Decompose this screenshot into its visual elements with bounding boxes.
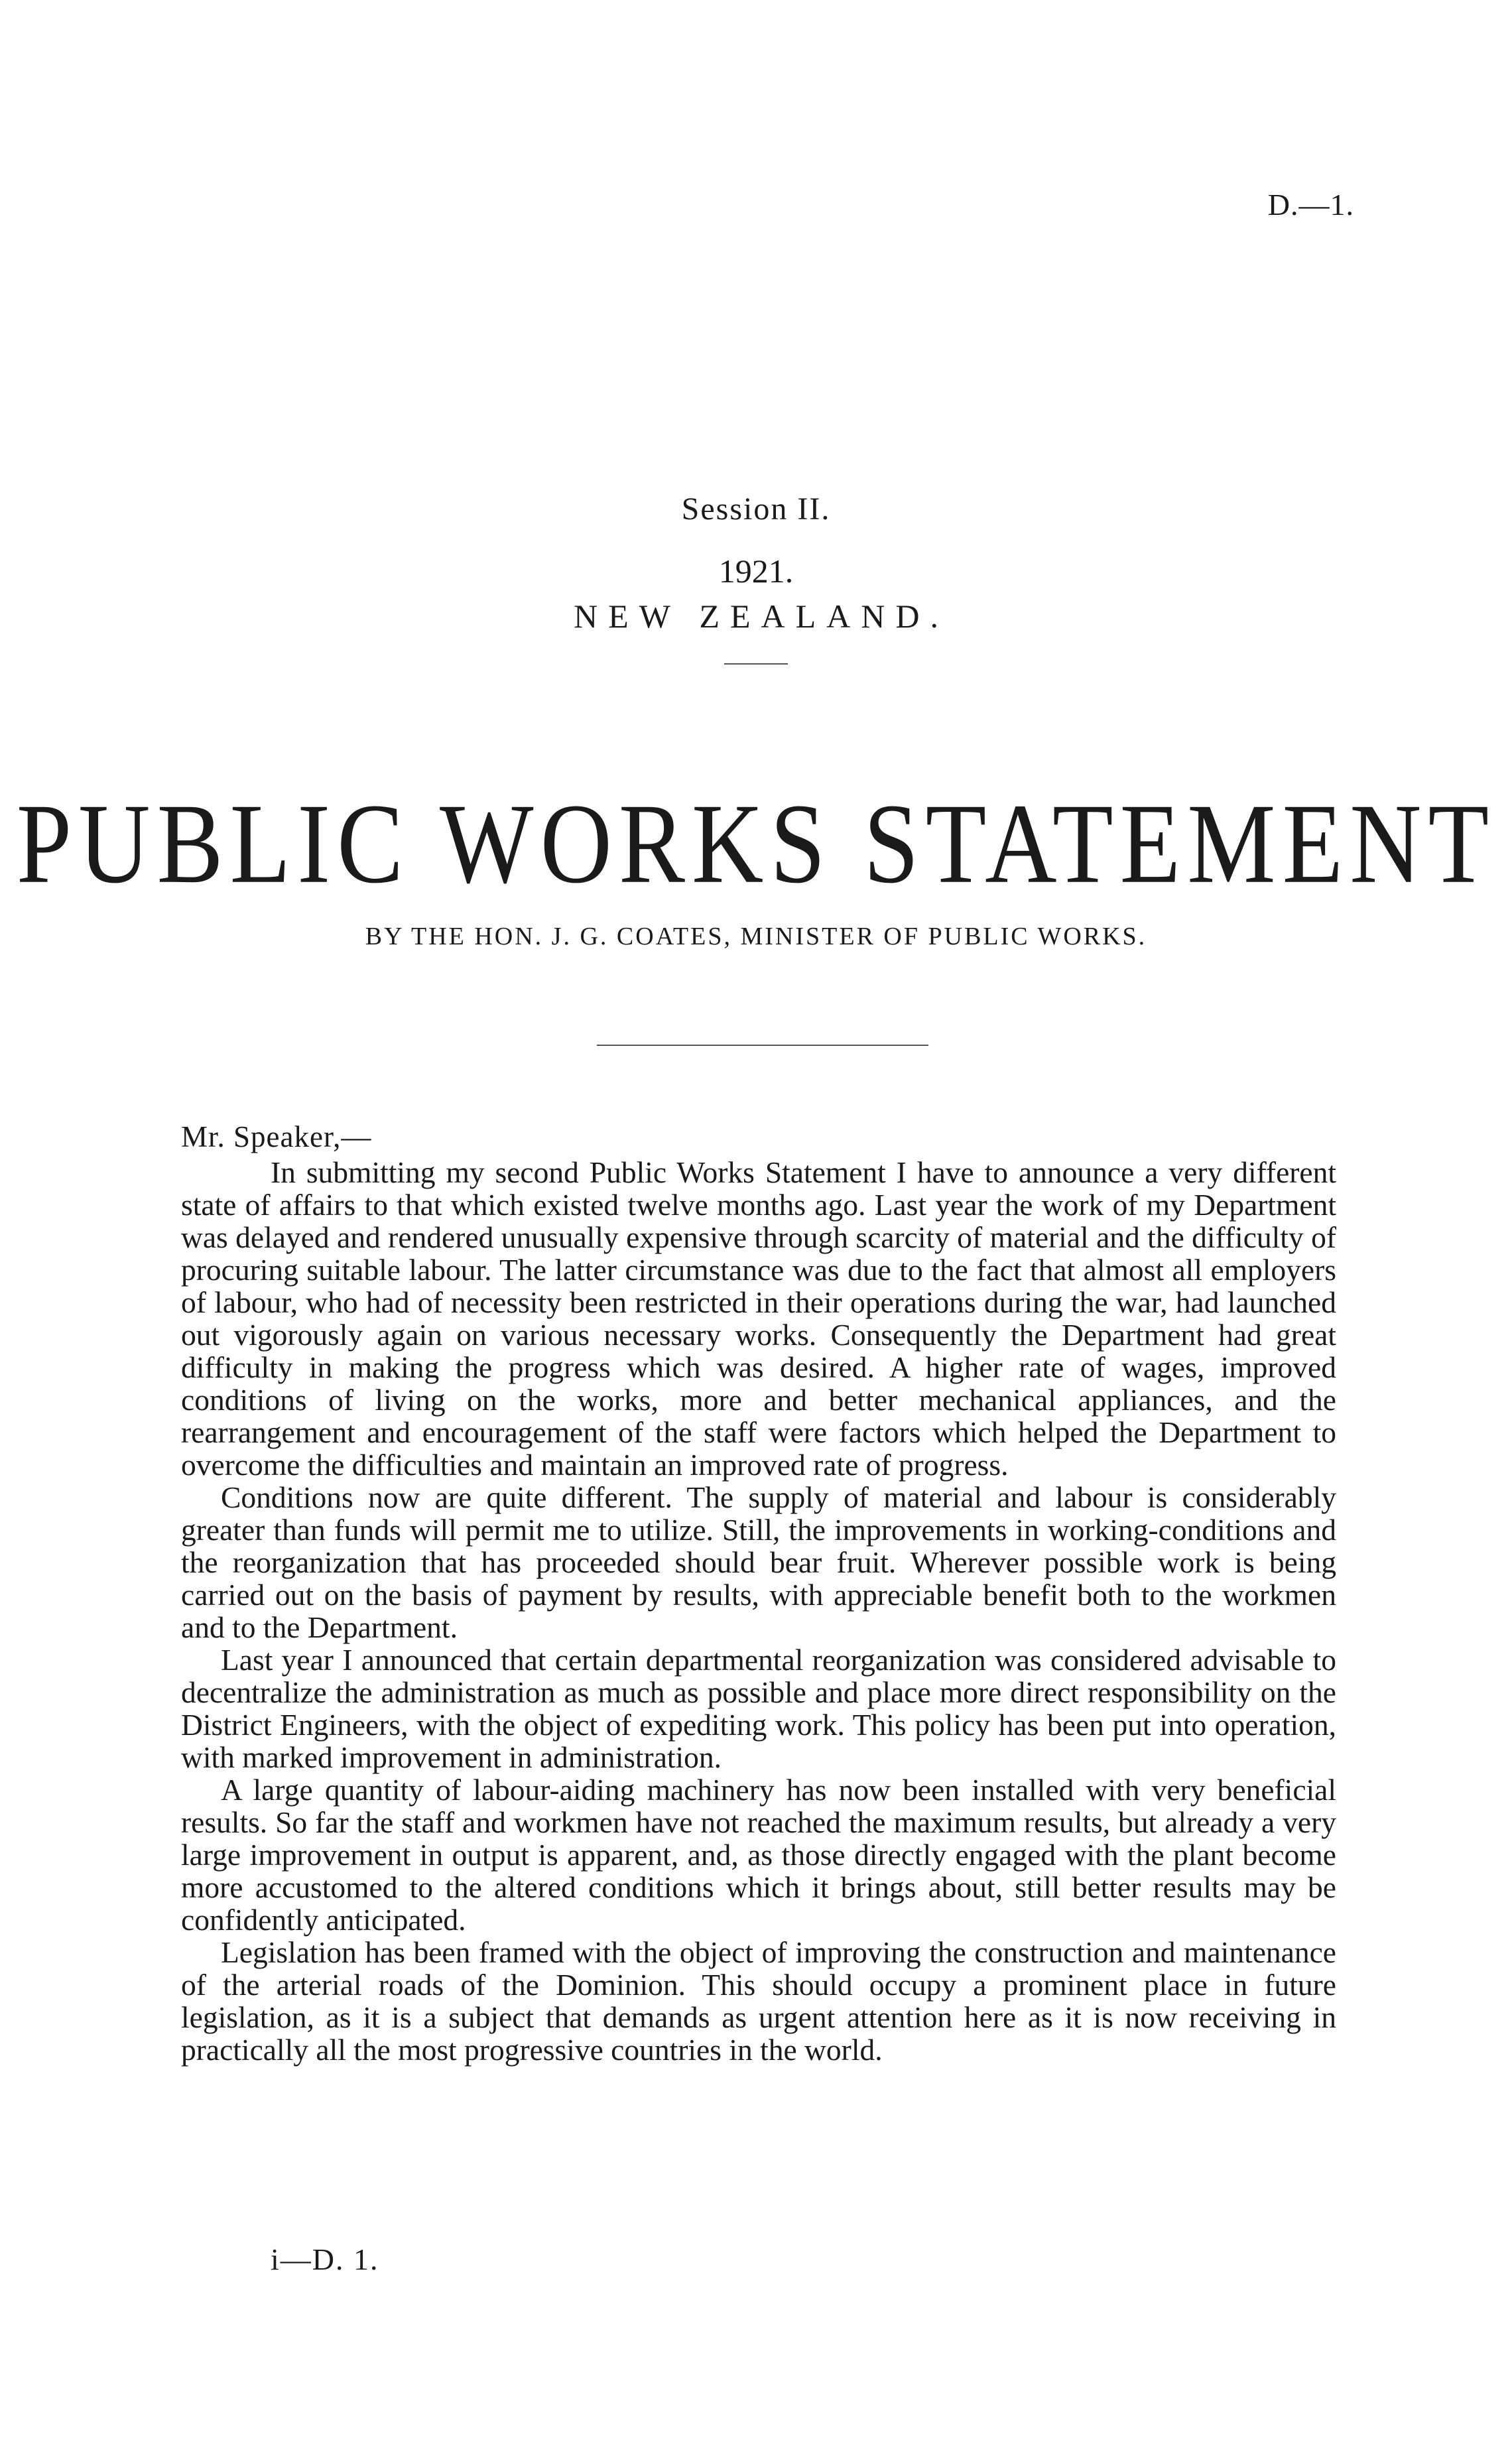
- paragraph: Last year I announced that certain departmental reorganization was considered advisable to decentralize the administration as much as possible and place more direct responsibility on the District Engineers, with the object of expediting work. This policy has been put into operation, with marked improvement in administration.: [181, 1643, 1336, 1774]
- paragraph: Conditions now are quite different. The supply of material and labour is considerably greater than funds will permit me to utilize. Still, the improvements in working-conditions and the reorganization that has proceeded should bear fruit. Wherever possible work is being carried out on the basis of payment by results, with appreciable benefit both to the workmen and to the Department.: [181, 1480, 1336, 1644]
- body-text: [181, 1121, 1336, 2066]
- country-label: NEW ZEALAND.: [574, 598, 949, 635]
- short-divider: [724, 663, 788, 665]
- salutation: Mr. Speaker,—: [181, 1120, 372, 1153]
- paragraph: Legislation has been framed with the object of improving the construction and maintenance of the arterial roads of the Dominion. This should occupy a prominent place in future legislation, as it is a subject that demands as urgent attention here as it is now receiving in practically all the most progressive countries in the world.: [181, 1935, 1336, 2067]
- long-divider: [597, 1045, 928, 1046]
- session-label: Session II.: [681, 491, 831, 527]
- paragraph: A large quantity of labour-aiding machinery has now been installed with very beneficial results. So far the staff and workmen have not reached the maximum results, but already a very large improvement in output is apparent, and, as those directly engaged with the plant become more accustomed to the altered conditions which it brings about, still better results may be confidently anticipated.: [181, 1773, 1336, 1937]
- page-reference: D.—1.: [1267, 188, 1354, 222]
- paragraph: In submitting my second Public Works Statement I have to announce a very different state of affairs to that which existed twelve months ago. Last year the work of my Department was delayed and rendered unusually expensive through scarcity of material and the difficulty of procuring suitable labour. The latter circumstance was due to the fact that almost all employers of labour, who had of necessity been restricted in their operations during the war, had launched out vigorously again on various necessary works. Consequently the Department had great difficulty in making the progress which was desired. A higher rate of wages, improved conditions of living on the works, more and better mechanical appliances, and the rearrangement and encouragement of the staff were factors which helped the Department to overcome the difficulties and maintain an improved rate of progress.: [181, 1155, 1336, 1482]
- document-subtitle: BY THE HON. J. G. COATES, MINISTER OF PUBLIC WORKS.: [365, 923, 1147, 950]
- page-signature: i—D. 1.: [271, 2242, 379, 2276]
- year-label: 1921.: [718, 552, 794, 590]
- document-title: PUBLIC WORKS STATEMENT: [16, 780, 1496, 907]
